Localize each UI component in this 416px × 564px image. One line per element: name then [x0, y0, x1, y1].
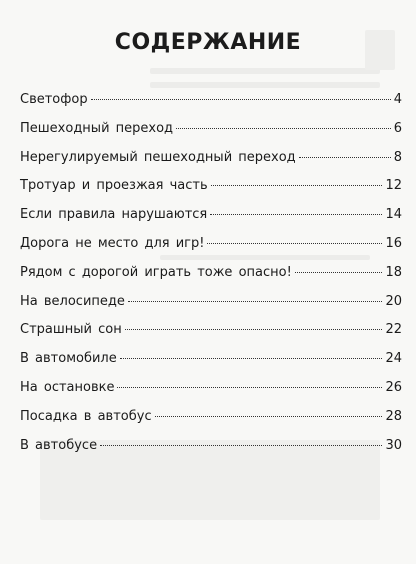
toc-entry [20, 409, 402, 438]
toc-entry [20, 351, 402, 380]
toc-entry [20, 207, 402, 236]
toc-entry-page: 14 [385, 207, 402, 223]
toc-entry [20, 322, 402, 351]
toc-entry-label: Светофор [20, 92, 88, 107]
dot-leader [128, 301, 383, 302]
toc-entry [20, 92, 402, 121]
toc-entry [20, 438, 402, 467]
page-title: СОДЕРЖАНИЕ [114, 30, 302, 55]
toc-entry-label: Страшный сон [20, 322, 122, 338]
toc-entry-label: Рядом с дорогой играть тоже опасно! [20, 264, 292, 280]
toc-entry-label: Если правила нарушаются [20, 207, 208, 223]
toc-entry-page: 20 [385, 293, 402, 309]
toc-entry [20, 380, 402, 409]
toc-entry-label: В автобусе [20, 437, 98, 453]
toc-entry-page: 16 [385, 235, 402, 251]
toc-entry-page: 8 [393, 149, 402, 165]
toc-entry-page: 24 [385, 351, 402, 367]
toc-entry-label: На велосипеде [20, 293, 125, 309]
dot-leader [125, 329, 383, 330]
toc-entry-page: 18 [385, 264, 402, 280]
dot-leader [295, 272, 383, 273]
toc-entry-label: Нерегулируемый пешеходный переход [20, 149, 296, 165]
toc-entry-label: На остановке [20, 379, 115, 395]
dot-leader [91, 99, 391, 100]
dot-leader [299, 157, 391, 158]
dot-leader [155, 416, 383, 417]
dot-leader [100, 445, 382, 446]
toc-entry-label: Дорога не место для игр! [20, 235, 205, 251]
toc-entry [20, 150, 402, 179]
toc-entry-label: Посадка в автобус [20, 408, 152, 424]
dot-leader [210, 214, 382, 215]
toc-entry-page: 28 [385, 408, 402, 424]
toc-entry [20, 121, 402, 150]
toc-entry-page: 6 [393, 120, 402, 136]
toc-entry-label: Тротуар и проезжая часть [20, 178, 208, 194]
toc-entry [20, 294, 402, 323]
toc-entry-page: 12 [385, 178, 402, 194]
bleed-through-block [150, 82, 380, 88]
toc-entry [20, 265, 402, 294]
toc-entry-label: В автомобиле [20, 351, 117, 367]
dot-leader [211, 185, 383, 186]
dot-leader [207, 243, 382, 244]
dot-leader [117, 387, 382, 388]
bleed-through-block [150, 68, 380, 74]
toc-entry-page: 30 [385, 437, 402, 453]
toc-entry-page: 26 [385, 379, 402, 395]
toc-entry-label: Пешеходный переход [20, 120, 174, 136]
dot-leader [176, 128, 391, 129]
toc-entry-page: 22 [385, 322, 402, 338]
toc-entry-page: 4 [393, 92, 402, 107]
toc-entry [20, 178, 402, 207]
table-of-contents [20, 92, 402, 466]
toc-entry [20, 236, 402, 265]
dot-leader [120, 358, 383, 359]
